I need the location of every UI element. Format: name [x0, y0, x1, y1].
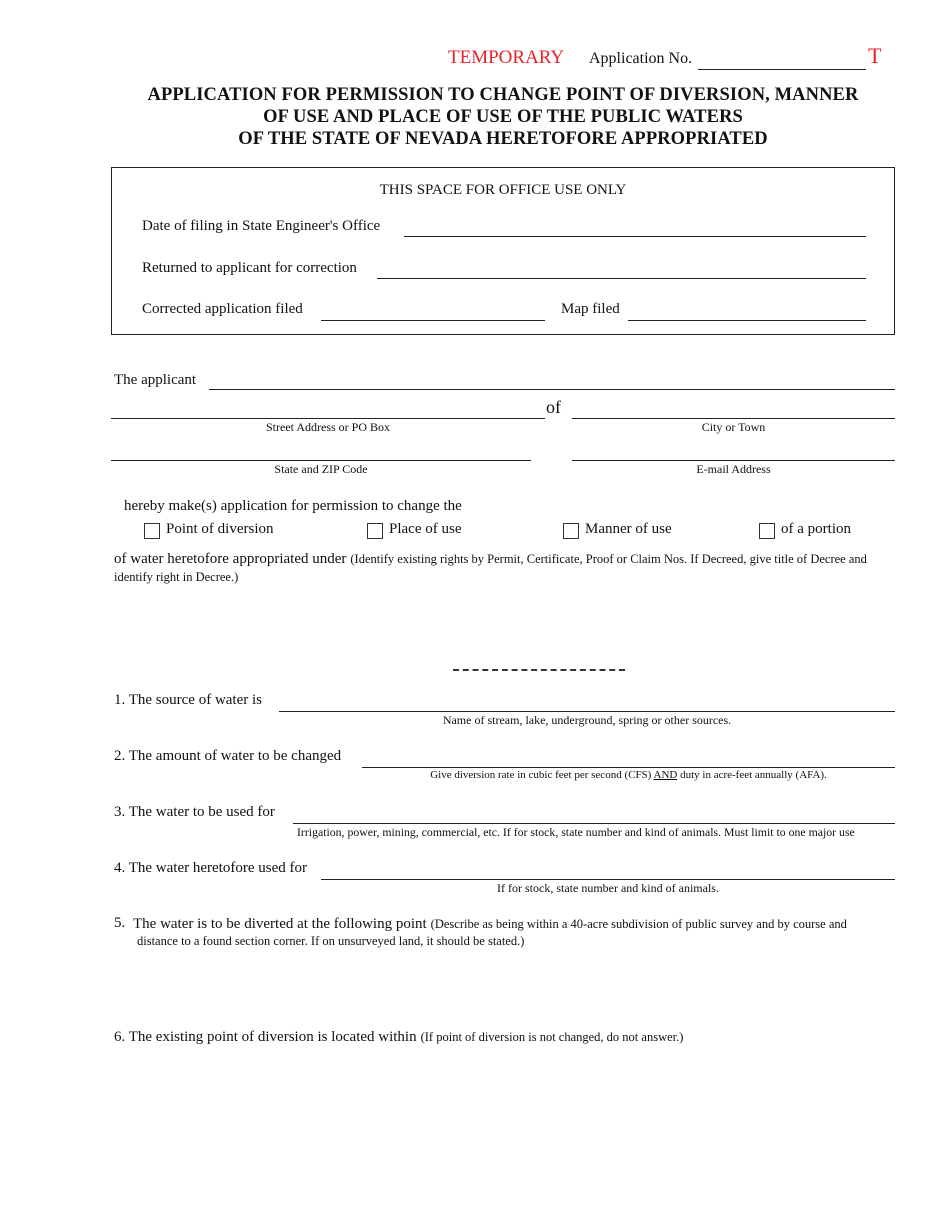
state-zip-line — [111, 460, 531, 461]
existing-point-note: (If point of diversion is not changed, do not answer.) — [420, 1030, 684, 1044]
place-of-use-checkbox[interactable] — [367, 523, 383, 539]
hereby-text: hereby make(s) application for permission to change the — [124, 498, 462, 514]
manner-of-use-checkbox[interactable] — [563, 523, 579, 539]
diversion-point-number: 5. — [114, 915, 126, 931]
appropriated-main: of water heretofore appropriated under — [114, 551, 347, 567]
application-no-line — [698, 69, 866, 70]
heretofore-use-line — [321, 879, 895, 880]
street-address-input[interactable] — [111, 398, 545, 418]
date-filing-input[interactable] — [404, 216, 866, 236]
city-line — [572, 418, 895, 419]
amount-caption-pre: Give diversion rate in cubic feet per second (CFS) — [430, 769, 654, 781]
of-label: of — [546, 397, 561, 417]
source-of-water-line — [279, 711, 895, 712]
existing-point-main: 6. The existing point of diversion is located within — [114, 1029, 417, 1045]
of-a-portion-label: of a portion — [781, 521, 851, 537]
state-zip-input[interactable] — [111, 440, 531, 460]
corrected-line — [321, 320, 545, 321]
state-zip-caption: State and ZIP Code — [274, 462, 368, 476]
date-filing-line — [404, 236, 866, 237]
street-address-line — [111, 418, 545, 419]
heretofore-use-label: 4. The water heretofore used for — [114, 860, 307, 876]
map-filed-input[interactable] — [628, 299, 866, 319]
applicant-name-input[interactable] — [209, 369, 895, 389]
of-a-portion-checkbox[interactable] — [759, 523, 775, 539]
application-no-label: Application No. — [589, 50, 693, 67]
form-title-line-1: APPLICATION FOR PERMISSION TO CHANGE POINT OF DIVERSION, MANNER — [147, 85, 859, 105]
source-of-water-input[interactable] — [279, 691, 895, 711]
amount-of-water-line — [362, 767, 895, 768]
returned-label: Returned to applicant for correction — [142, 260, 357, 276]
diversion-point-note-a: (Describe as being within a 40-acre subdivision of public survey and by course and — [430, 917, 847, 931]
email-caption: E-mail Address — [696, 462, 771, 476]
heretofore-use-caption: If for stock, state number and kind of animals. — [497, 881, 719, 895]
city-input[interactable] — [572, 398, 895, 418]
temporary-label: TEMPORARY — [448, 47, 565, 68]
existing-point-textarea[interactable] — [114, 1055, 895, 1175]
source-of-water-label: 1. The source of water is — [114, 692, 263, 708]
point-of-diversion-checkbox[interactable] — [144, 523, 160, 539]
amount-of-water-label: 2. The amount of water to be changed — [114, 748, 342, 764]
water-use-label: 3. The water to be used for — [114, 804, 275, 820]
appropriated-paragraph — [114, 550, 895, 586]
heretofore-use-input[interactable] — [321, 859, 895, 879]
form-title-line-3: OF THE STATE OF NEVADA HERETOFORE APPROPRIATED — [238, 129, 768, 149]
applicant-label: The applicant — [114, 372, 197, 388]
map-filed-label: Map filed — [561, 301, 620, 317]
diversion-point-text — [133, 915, 895, 933]
source-of-water-caption: Name of stream, lake, underground, spring or other sources. — [442, 713, 732, 727]
city-caption: City or Town — [701, 420, 766, 434]
date-filing-label: Date of filing in State Engineer's Office — [142, 218, 381, 234]
amount-of-water-caption — [362, 769, 895, 781]
appropriated-note: (Identify existing rights by Permit, Certificate, Proof or Claim Nos. If Decreed, give title of Decree and identify right in Decree.) — [114, 552, 867, 584]
point-of-diversion-label: Point of diversion — [166, 521, 274, 537]
returned-line — [377, 278, 866, 279]
returned-input[interactable] — [377, 258, 866, 278]
existing-point-text — [114, 1028, 683, 1046]
office-use-heading: THIS SPACE FOR OFFICE USE ONLY — [379, 182, 627, 198]
map-filed-line — [628, 320, 866, 321]
email-input[interactable] — [572, 440, 895, 460]
diversion-point-note-b: distance to a found section corner. If on unsurveyed land, it should be stated.) — [137, 934, 525, 948]
diversion-point-textarea[interactable] — [133, 955, 895, 1015]
amount-of-water-input[interactable] — [362, 747, 895, 767]
manner-of-use-label: Manner of use — [585, 521, 672, 537]
street-address-caption: Street Address or PO Box — [266, 420, 390, 434]
form-title-line-2: OF USE AND PLACE OF USE OF THE PUBLIC WATERS — [263, 107, 743, 127]
amount-caption-post: duty in acre-feet annually (AFA). — [677, 769, 827, 781]
diversion-point-main: The water is to be diverted at the following point — [133, 916, 427, 932]
corrected-label: Corrected application filed — [142, 301, 303, 317]
applicant-name-line — [209, 389, 895, 390]
amount-caption-and: AND — [653, 769, 678, 781]
corrected-input[interactable] — [321, 299, 545, 319]
t-mark: T — [868, 43, 882, 68]
place-of-use-label: Place of use — [389, 521, 462, 537]
email-line — [572, 460, 895, 461]
water-use-caption: Irrigation, power, mining, commercial, etc. If for stock, state number and kind of animals. Must limit to one major use — [297, 825, 855, 839]
water-use-line — [293, 823, 895, 824]
water-use-input[interactable] — [293, 803, 895, 823]
appropriated-rights-textarea[interactable] — [114, 590, 895, 660]
section-divider — [453, 669, 625, 671]
application-no-input[interactable] — [698, 49, 866, 69]
